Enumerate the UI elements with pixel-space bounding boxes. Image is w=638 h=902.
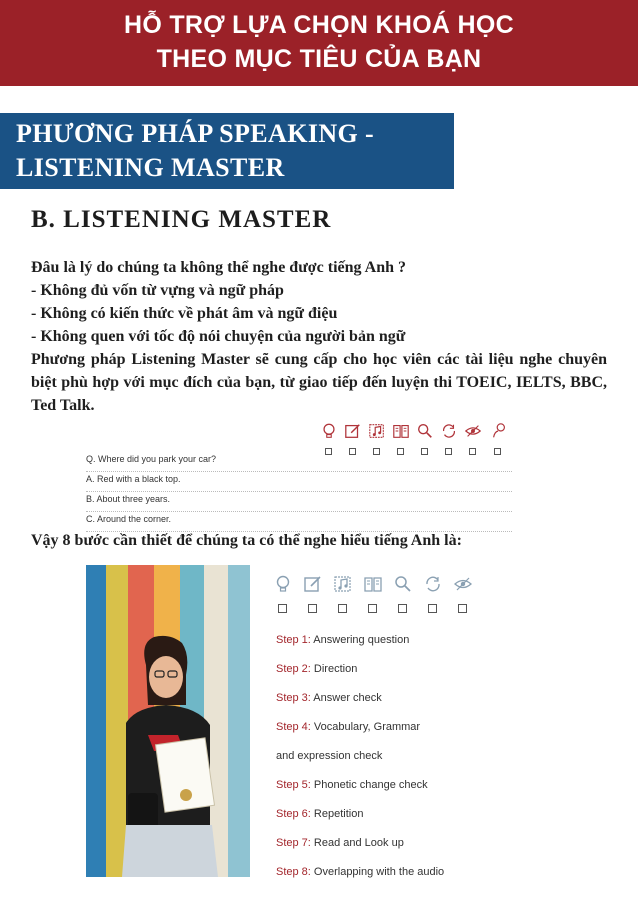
repeat-icon	[423, 574, 443, 594]
method-title-box	[0, 113, 454, 189]
step-text: Answer check	[310, 692, 382, 704]
step-row	[276, 864, 444, 893]
section-title: B. LISTENING MASTER	[31, 206, 332, 233]
step-label: Step 2:	[276, 663, 311, 675]
step-row	[276, 690, 444, 719]
method-line-1: PHƯƠNG PHÁP SPEAKING -	[16, 119, 375, 148]
step-label: Step 7:	[276, 837, 311, 849]
lightbulb-icon	[273, 574, 293, 594]
step-text: Read and Look up	[310, 837, 404, 849]
intro-reason-2: - Không có kiến thức về phát âm và ngữ điệu	[31, 305, 338, 322]
step-row	[276, 661, 444, 690]
eye-icon	[464, 422, 482, 440]
step-checkbox	[458, 604, 467, 613]
quiz-option-c: C. Around the corner.	[86, 512, 512, 532]
step-label: Step 1:	[276, 634, 311, 646]
quiz-option-a: A. Red with a black top.	[86, 472, 512, 492]
repeat-icon	[440, 422, 458, 440]
step-checkbox	[428, 604, 437, 613]
magnifier-icon	[393, 574, 413, 594]
step-row	[276, 806, 444, 835]
step-text: Repetition	[310, 808, 364, 820]
banner-line-2: THEO MỤC TIÊU CỦA BẠN	[156, 45, 482, 73]
step-checkbox	[398, 604, 407, 613]
steps-icon-row	[273, 574, 483, 618]
step-label: Step 6:	[276, 808, 311, 820]
step-row	[276, 777, 444, 806]
banner-line-1: HỖ TRỢ LỰA CHỌN KHOÁ HỌC	[124, 11, 514, 39]
step-text: Vocabulary, Grammar	[310, 721, 421, 733]
intro-reason-1: - Không đủ vốn từ vựng và ngữ pháp	[31, 282, 284, 299]
step-checkbox	[368, 604, 377, 613]
method-line-2: LISTENING MASTER	[16, 153, 285, 182]
step-label: Step 8:	[276, 866, 311, 878]
book-icon	[392, 422, 410, 440]
header-banner	[0, 0, 638, 86]
quiz-option-b: B. About three years.	[86, 492, 512, 512]
intro-paragraph: Phương pháp Listening Master sẽ cung cấp cho học viên các tài liệu nghe chuyên biệt phù hợp với mục đích của bạn, từ giao tiếp đến luyện thi TOEIC, IELTS, BBC, Ted Talk.	[31, 351, 607, 414]
step-checkbox	[338, 604, 347, 613]
music-note-icon	[333, 574, 353, 594]
quiz-question: Q. Where did you park your car?	[86, 452, 512, 472]
magnifier-icon	[416, 422, 434, 440]
steps-intro: Vậy 8 bước cần thiết để chúng ta có thể nghe hiểu tiếng Anh là:	[31, 532, 462, 549]
student-photo	[86, 565, 250, 877]
step-label: Step 3:	[276, 692, 311, 704]
pencil-note-icon	[344, 422, 362, 440]
step-label: Step 5:	[276, 779, 311, 791]
step-row	[276, 835, 444, 864]
speech-icon	[490, 422, 508, 440]
step-text: Overlapping with the audio	[310, 866, 445, 878]
steps-list	[276, 632, 444, 893]
step-row	[276, 748, 444, 777]
step-text: and expression check	[276, 750, 383, 762]
step-row	[276, 632, 444, 661]
intro-question: Đâu là lý do chúng ta không thể nghe được tiếng Anh ?	[31, 259, 406, 276]
music-note-icon	[368, 422, 386, 440]
pencil-note-icon	[303, 574, 323, 594]
step-checkbox	[278, 604, 287, 613]
book-icon	[363, 574, 383, 594]
lightbulb-icon	[320, 422, 338, 440]
eye-icon	[453, 574, 473, 594]
step-text: Direction	[310, 663, 358, 675]
step-text: Answering question	[310, 634, 410, 646]
step-checkbox	[308, 604, 317, 613]
step-label: Step 4:	[276, 721, 311, 733]
intro-text	[31, 256, 607, 417]
step-row	[276, 719, 444, 748]
quiz-worksheet	[86, 452, 512, 532]
intro-reason-3: - Không quen với tốc độ nói chuyện của người bản ngữ	[31, 328, 406, 345]
step-text: Phonetic change check	[310, 779, 428, 791]
